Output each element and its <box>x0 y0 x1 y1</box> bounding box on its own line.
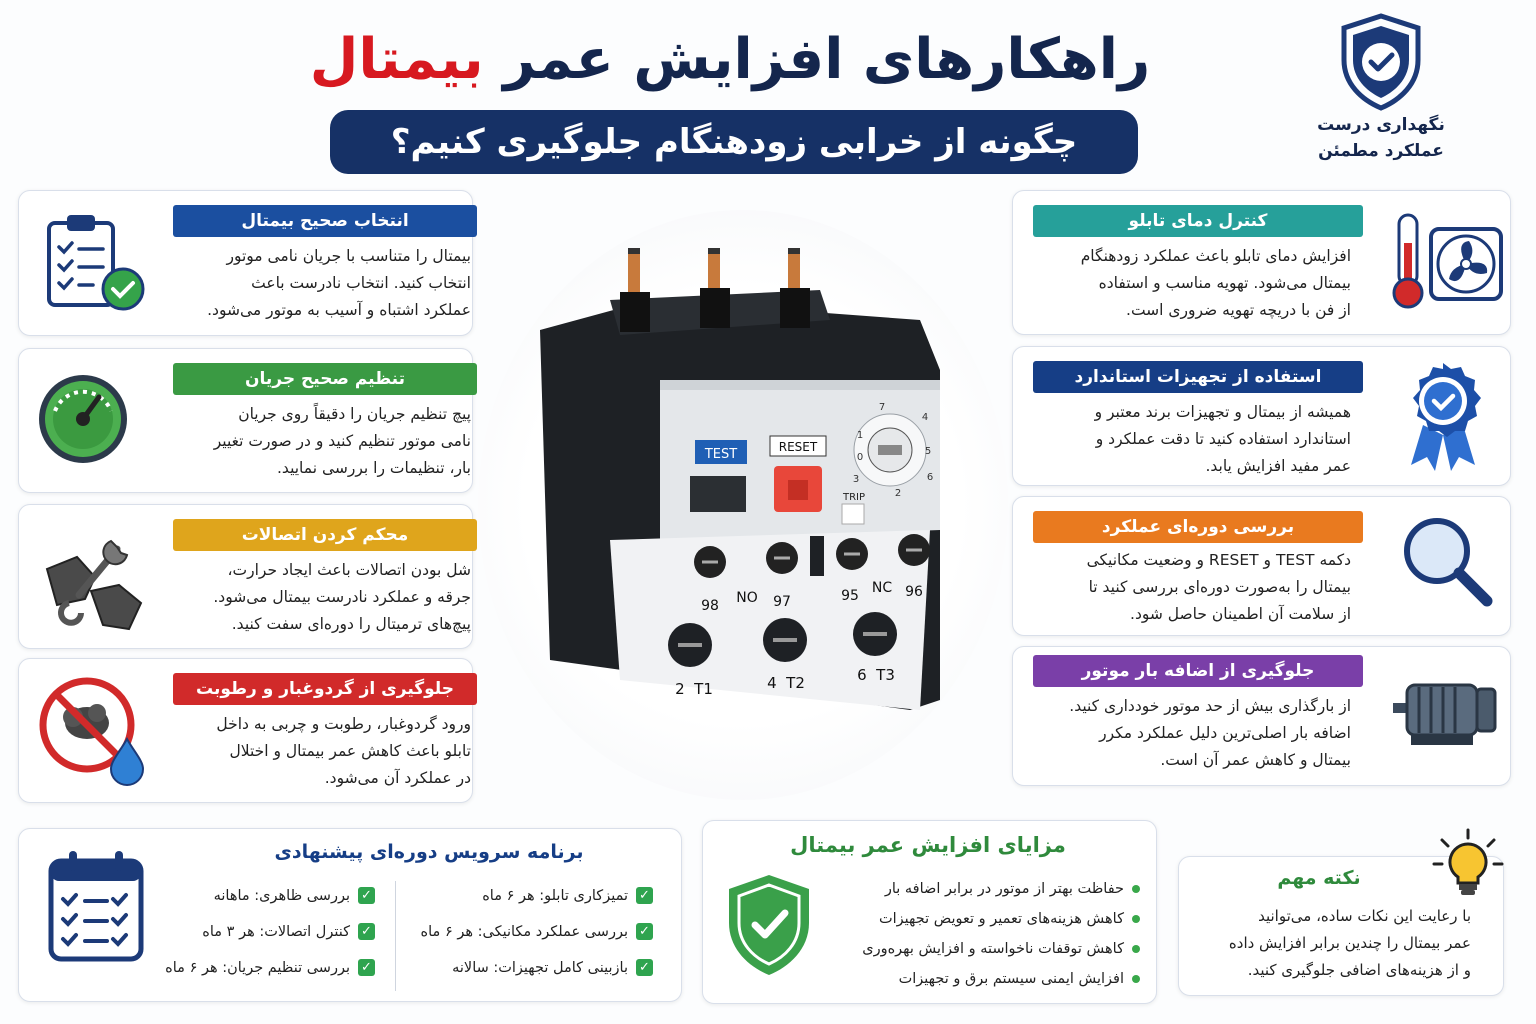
card-body <box>159 401 471 482</box>
card-body <box>1023 399 1351 480</box>
wrench-hands-icon <box>39 519 149 637</box>
card-line: بیمتال و کاهش عمر آن است. <box>1160 751 1351 769</box>
card-current-setting <box>18 348 473 493</box>
tip-line: و از هزینه‌های اضافی جلوگیری کنید. <box>1247 961 1471 979</box>
page-subtitle: چگونه از خرابی زودهنگام جلوگیری کنیم؟ <box>330 110 1138 174</box>
dial-tick: 2 <box>894 488 902 499</box>
card-line: اضافه بار اصلی‌ترین دلیل عملکرد مکرر <box>1099 724 1351 742</box>
service-title: برنامه سرویس دوره‌ای پیشنهادی <box>274 841 584 863</box>
card-line: عمر مفید افزایش یابد. <box>1205 457 1351 475</box>
benefit-item: کاهش هزینه‌های تعمیر و تعویض تجهیزات <box>879 911 1140 927</box>
card-periodic-check <box>1012 496 1511 636</box>
green-shield-check-icon <box>723 871 815 979</box>
card-line: پیچ تنظیم جریان را دقیقاً روی جریان <box>238 405 471 423</box>
card-tighten-connections <box>18 504 473 649</box>
dial-tick: 5 <box>924 446 932 457</box>
card-line: جرقه و عملکرد نادرست بیمتال می‌شود. <box>213 588 471 606</box>
terminal-label: 2 T1 <box>675 680 713 698</box>
card-body <box>159 711 471 792</box>
service-schedule-panel <box>18 828 682 1002</box>
card-line: انتخاب کنید. انتخاب نادرست باعث <box>251 274 471 292</box>
service-item: ✓ کنترل اتصالات: هر ۳ ماه <box>202 923 375 940</box>
terminal-label: 6 T3 <box>857 666 895 684</box>
badge-text: نگهداری درست عملکرد مطمئن <box>1317 115 1445 161</box>
card-title: کنترل دمای تابلو <box>1033 205 1363 237</box>
card-line: بیمتال می‌شود. تهویه مناسب و استفاده <box>1098 274 1351 292</box>
trip-label: TRIP <box>842 492 866 503</box>
card-title: جلوگیری از گردوغبار و رطوبت <box>173 673 477 705</box>
tip-body <box>1187 903 1471 984</box>
card-line: دکمه TEST و RESET و وضعیت مکانیکی <box>1086 551 1351 569</box>
card-title: انتخاب صحیح بیمتال <box>173 205 477 237</box>
service-divider <box>395 881 396 991</box>
dial-tick: 7 <box>878 402 886 413</box>
aux-label: 97 <box>773 594 791 610</box>
card-line: شل بودن اتصالات باعث ایجاد حرارت، <box>227 561 471 579</box>
terminal-label: 4 T2 <box>767 674 805 692</box>
quality-badge <box>1296 12 1466 164</box>
card-line: ورود گردوغبار، رطوبت و چربی به داخل <box>216 715 471 733</box>
card-dust-moisture <box>18 658 473 803</box>
service-item: ✓ بررسی ظاهری: ماهانه <box>214 887 375 904</box>
card-title: جلوگیری از اضافه بار موتور <box>1033 655 1363 687</box>
aux-label: 95 <box>841 588 859 604</box>
card-line: افزایش دمای تابلو باعث عملکرد زودهنگام <box>1080 247 1351 265</box>
service-item: ✓ تمیزکاری تابلو: هر ۶ ماه <box>482 887 653 904</box>
magnifier-icon <box>1397 511 1497 611</box>
card-line: در عملکرد آن می‌شود. <box>324 769 471 787</box>
card-line: از فن با دریچه تهویه ضروری است. <box>1126 301 1351 319</box>
aux-label: NC <box>871 580 893 596</box>
calendar-checklist-icon <box>45 847 147 965</box>
thermometer-fan-icon <box>1385 207 1505 317</box>
page-title-accent: بیمتال <box>309 27 484 92</box>
card-line: از بارگذاری بیش از حد موتور خودداری کنید. <box>1069 697 1351 715</box>
card-line: تابلو باعث کاهش عمر بیمتال و اختلال <box>229 742 471 760</box>
card-body <box>159 243 471 324</box>
electric-motor-icon <box>1389 673 1501 753</box>
aux-label: NO <box>736 590 758 606</box>
card-title: تنظیم صحیح جریان <box>173 363 477 395</box>
card-line: همیشه از بیمتال و تجهیزات برند معتبر و <box>1094 403 1351 421</box>
card-body <box>159 557 471 638</box>
service-item: ✓ بررسی عملکرد مکانیکی: هر ۶ ماه <box>421 923 653 940</box>
thermal-overload-relay-image <box>530 240 950 730</box>
benefit-item: افزایش ایمنی سیستم برق و تجهیزات <box>899 971 1140 987</box>
dial-tick: 3 <box>852 474 860 485</box>
test-label: TEST <box>704 447 738 462</box>
lightbulb-icon <box>1430 826 1506 902</box>
aux-label: 98 <box>701 598 719 614</box>
service-item: ✓ بررسی تنظیم جریان: هر ۶ ماه <box>165 959 375 976</box>
gauge-icon <box>35 371 131 467</box>
card-line: پیچ‌های ترمیتال را دوره‌ای سفت کنید. <box>231 615 471 633</box>
card-choose-bimetal <box>18 190 473 336</box>
card-line: از سلامت آن اطمینان حاصل شود. <box>1130 605 1351 623</box>
dial-tick: 6 <box>926 472 934 483</box>
shield-check-icon <box>1336 12 1426 112</box>
no-dust-water-icon <box>35 673 151 791</box>
card-title: استفاده از تجهیزات استاندارد <box>1033 361 1363 393</box>
tip-line: عمر بیمتال را چندین برابر افزایش داده <box>1228 934 1471 952</box>
card-line: بار، تنظیمات را بررسی نمایید. <box>277 459 471 477</box>
aux-label: 96 <box>905 584 923 600</box>
dial-tick: 4 <box>921 412 929 423</box>
card-line: نامی موتور تنظیم کنید و در صورت تغییر <box>213 432 471 450</box>
dial-tick: 0 <box>856 452 864 463</box>
card-title: محکم کردن اتصالات <box>173 519 477 551</box>
service-item: ✓ بازبینی کامل تجهیزات: سالانه <box>452 959 653 976</box>
tip-line: با رعایت این نکات ساده، می‌توانید <box>1258 907 1471 925</box>
card-panel-temperature <box>1012 190 1511 335</box>
card-body <box>1023 243 1351 324</box>
clipboard-checklist-icon <box>41 209 151 319</box>
benefit-item: حفاظت بهتر از موتور در برابر اضافه بار <box>885 881 1140 897</box>
page-title <box>250 18 1210 102</box>
benefits-title: مزایای افزایش عمر بیمتال <box>790 833 1066 857</box>
card-motor-overload <box>1012 646 1511 786</box>
benefit-item: کاهش توقفات ناخواسته و افزایش بهره‌وری <box>862 941 1140 957</box>
card-line: عملکرد اشتباه و آسیب به موتور می‌شود. <box>207 301 471 319</box>
benefits-panel <box>702 820 1157 1004</box>
card-body <box>1023 693 1351 774</box>
page-title-main: راهکارهای افزایش عمر <box>503 27 1151 92</box>
quality-ribbon-icon <box>1395 359 1491 471</box>
reset-label: RESET <box>778 440 818 454</box>
card-line: بیمتال را متناسب با جریان نامی موتور <box>226 247 471 265</box>
card-line: بیمتال را به‌صورت دوره‌ای بررسی کنید تا <box>1088 578 1351 596</box>
card-title: بررسی دوره‌ای عملکرد <box>1033 511 1363 543</box>
tip-title: نکته مهم <box>1277 867 1361 889</box>
card-standard-equipment <box>1012 346 1511 486</box>
card-body <box>1023 547 1351 628</box>
card-line: استاندارد استفاده کنید تا دقت عملکرد و <box>1095 430 1351 448</box>
dial-tick: 1 <box>856 430 864 441</box>
